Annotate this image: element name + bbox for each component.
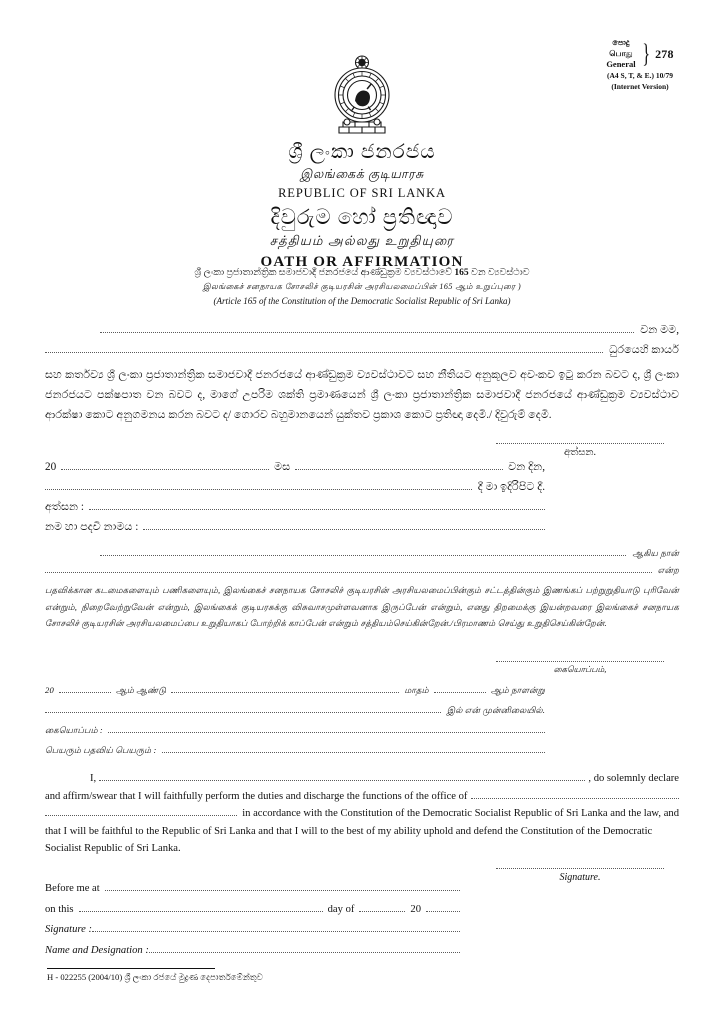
tamil-name-designation-label: பெயரும் பதவிய் பெயரும் : [45, 745, 157, 755]
tamil-name-line [45, 545, 679, 562]
english-signature-rule[interactable] [496, 867, 664, 869]
tamil-signature-stub [496, 660, 664, 676]
sinhala-name-designation-line [45, 517, 545, 537]
english-accordance-label: in accordance with the Constitution of the Democratic Socialist Republic of Sri Lanka and the law, and [242, 808, 679, 819]
tamil-before-me-input[interactable] [45, 706, 441, 713]
sinhala-day-input[interactable] [295, 461, 503, 470]
english-name-designation-label: Name and Designation : [45, 944, 149, 956]
form-code-label-sinhala: පොදු [612, 38, 630, 47]
form-code-label-english: General [606, 59, 636, 70]
sinhala-office-line-label: ධුරයෙහි කාර්ය [609, 344, 679, 356]
tamil-signature-caption: கையொப்பம், [553, 665, 607, 674]
footer [47, 968, 327, 983]
tamil-signature-label: கையொப்பம் : [45, 725, 103, 735]
english-accordance-line [45, 805, 679, 823]
english-office-line [45, 788, 679, 806]
form-number: 278 [655, 47, 674, 62]
article-reference-number: 165 [454, 268, 469, 278]
sinhala-signature-line [45, 497, 545, 517]
sri-lanka-national-emblem-icon [325, 52, 399, 138]
country-name-english: REPUBLIC OF SRI LANKA [278, 185, 446, 200]
sinhala-before-me-input[interactable] [45, 481, 472, 490]
sinhala-section [45, 320, 679, 425]
country-name-sinhala: ශ්‍රී ලංකා ජනරජය [288, 141, 436, 163]
document-title-sinhala: දිවුරුම හෝ ප්‍රතිඥාව [270, 204, 454, 229]
english-office-input[interactable] [471, 790, 679, 799]
sinhala-attestation-block [45, 457, 545, 537]
tamil-signature-rule[interactable] [496, 660, 664, 662]
english-year-prefix: 20 [410, 903, 421, 915]
tamil-date-year-prefix: 20 [45, 685, 54, 695]
tamil-section [45, 545, 679, 632]
sinhala-name-line-label: වන මම, [640, 324, 679, 336]
article-reference-sinhala-post: වන ව්‍යවස්ථාව [468, 268, 530, 278]
form-code-label-tamil: பொது [609, 48, 633, 58]
english-section [45, 770, 679, 858]
form-code-language-labels [606, 38, 635, 70]
form-paper-spec [582, 72, 698, 81]
english-signature-input[interactable] [92, 923, 460, 932]
tamil-year-input[interactable] [59, 686, 111, 693]
english-before-me-label: Before me at [45, 883, 100, 894]
tamil-month-label: மாதம் [404, 685, 429, 695]
tamil-day-label: ஆம் நாளன்று [490, 685, 545, 695]
english-day-input[interactable] [79, 903, 323, 912]
footer-text: H - 022255 (2004/10) ශ්‍රී ලංකා රජයේ මුද්‍රණ දෙපාර්තමේන්තුව [47, 972, 263, 982]
sinhala-name-line [45, 320, 679, 340]
english-name-designation-input[interactable] [149, 944, 460, 953]
english-name-input[interactable] [99, 772, 585, 781]
english-oath-line-4: that I will be faithful to the Republic of Sri Lanka and that I will to the best of my ability uphold and defend the Constitution of the Democratic [45, 825, 653, 837]
tamil-office-line [45, 562, 679, 579]
sinhala-signature-rule[interactable] [496, 442, 664, 444]
english-attestation-block [45, 879, 460, 961]
sinhala-signature-stub [496, 442, 664, 458]
english-office-input-continued[interactable] [45, 807, 237, 816]
sinhala-day-label: වන දින, [508, 461, 545, 473]
sinhala-date-line [45, 457, 545, 477]
english-declare-line [45, 770, 679, 788]
english-on-this-label: on this [45, 903, 74, 915]
sinhala-name-designation-label: නම හා පදවි නාමය : [45, 521, 139, 533]
article-reference-sinhala [0, 267, 724, 281]
english-year-input[interactable] [426, 903, 460, 912]
tamil-name-line-label: ஆகிய நான் [632, 548, 679, 558]
sinhala-office-line [45, 340, 679, 360]
english-month-input[interactable] [359, 903, 405, 912]
sinhala-name-input[interactable] [100, 324, 634, 333]
form-paper-spec-text: (A4 S, T, & E.) 10/79 [607, 71, 673, 81]
english-signature-line [45, 920, 460, 941]
footer-divider [47, 968, 215, 969]
tamil-signature-input[interactable] [108, 726, 545, 733]
document-title-english: OATH OR AFFIRMATION [260, 253, 464, 270]
english-before-me-input[interactable] [105, 882, 460, 891]
document-title-tamil: சத்தியம் அல்லது உறுதியுரை [269, 233, 455, 249]
tamil-date-line [45, 680, 545, 700]
english-signature-stub [496, 867, 664, 883]
english-signature-caption: Signature. [559, 872, 601, 883]
sinhala-signature-label: අත්සන : [45, 501, 85, 513]
sinhala-date-year-prefix: 20 [45, 461, 57, 473]
article-reference [0, 267, 724, 309]
tamil-signature-line [45, 720, 545, 740]
tamil-day-input[interactable] [434, 686, 486, 693]
tamil-name-designation-input[interactable] [162, 746, 545, 753]
sinhala-before-me-line [45, 477, 545, 497]
tamil-name-input[interactable] [100, 549, 626, 556]
sinhala-month-label: මස [274, 461, 291, 473]
english-on-this-line [45, 900, 460, 921]
tamil-month-input[interactable] [171, 686, 399, 693]
sinhala-office-input[interactable] [45, 344, 603, 353]
sinhala-before-me-label: දී මා ඉදිරිපිට දී. [477, 481, 545, 493]
tamil-office-line-label: என்ற [657, 564, 679, 575]
form-code-row [582, 38, 698, 70]
english-declare-suffix: , do solemnly declare [588, 773, 679, 784]
sinhala-name-designation-input[interactable] [143, 521, 545, 530]
sinhala-signature-caption: අත්සන. [563, 447, 597, 458]
tamil-before-me-label: இல் என் முன்னிலையில். [446, 705, 545, 715]
form-version: (Internet Version) [611, 82, 669, 92]
sinhala-signature-input[interactable] [89, 501, 545, 510]
document-heading [0, 140, 724, 273]
english-name-designation-line [45, 941, 460, 962]
tamil-attestation-block [45, 680, 545, 760]
english-oath-line-5: Socialist Republic of Sri Lanka. [45, 843, 181, 854]
curly-brace-icon: } [641, 38, 650, 68]
tamil-oath-body: பதவிக்கான கடமைகளையும் பணிகளையும், இலங்கைச் சனநாயக சோசலிச் குடியரசின் அரசியலமைப்பின்கும் சட்டத்தின்கும் இணங்கப் பற்றுறுதியாடு புரிவேன் என்றும், நிறைவேற்றுவேன் என்றும், இலங்கைக் குடியரசுக்கு விசுவாசமுள்ளவனாக இருப்பேன் என்றும், எனது திறமைக்கு இயன்றவரை இலங்கைச் சனநாயக சோசலிச் குடியரசின் அரசியலமைப்பை உறுதியாகப் போற்றிக் காப்பேன் என்றும் சத்தியம்செய்கின்றேன்./பிரமாணம் செய்து உறுதிசெய்கின்றேன். [45, 585, 679, 628]
tamil-before-me-line [45, 700, 545, 720]
article-reference-sinhala-pre: ශ්‍රී ලංකා ප්‍රජාතාන්ත්‍රික සමාජවාදී ජනරජයේ ආණ්ඩුක්‍රම ව්‍යවස්ථාවේ [194, 268, 455, 278]
article-reference-english: (Article 165 of the Constitution of the Democratic Socialist Republic of Sri Lanka) [213, 295, 511, 306]
tamil-name-designation-line [45, 740, 545, 760]
english-office-label: and affirm/swear that I will faithfully perform the duties and discharge the functions of the office of [45, 790, 468, 802]
form-code-block [582, 38, 698, 92]
english-before-me-line [45, 879, 460, 900]
english-i-label: I, [90, 773, 97, 784]
english-day-of-label: day of [327, 903, 355, 915]
country-name-tamil: இலங்கைக் குடியாரசு [300, 167, 424, 181]
tamil-office-input[interactable] [45, 565, 652, 572]
sinhala-oath-body: සහ කර්තව්‍ය ශ්‍රී ලංකා ප්‍රජාතාන්ත්‍රික සමාජවාදී ජනරජයේ ආණ්ඩුක්‍රම ව්‍යවස්ථාවට සහ නීතියට අනුකූලව අවංකව ඉටු කරන බවට ද, ශ්‍රී ලංකා ජනරජයට පක්ෂපාත වන බවට ද, මාගේ උපරිම ශක්ති ප්‍රමාණයෙන් ශ්‍රී ලංකා ප්‍රජාතාන්ත්‍රික සමාජවාදී ජනරජයේ ආණ්ඩුක්‍රම ව්‍යවස්ථාව ආරක්ෂා කොට අනුගමනය කරන බවට ද/ ගොරව බහුමානයෙන් යුක්තව ප්‍රකාශ කොට ප්‍රතිඥා දෙමි./ දිවුරුම් දෙමි. [45, 369, 679, 421]
article-reference-tamil: இலங்கைச் சனநாயக சோசலிச் குடியரசின் அரசியலமைப்பின் 165 ஆம் உறுப்புரை ) [202, 281, 522, 291]
english-signature-label: Signature : [45, 924, 92, 935]
tamil-year-label: ஆம் ஆண்டு [115, 685, 167, 695]
sinhala-year-input[interactable] [61, 461, 269, 470]
